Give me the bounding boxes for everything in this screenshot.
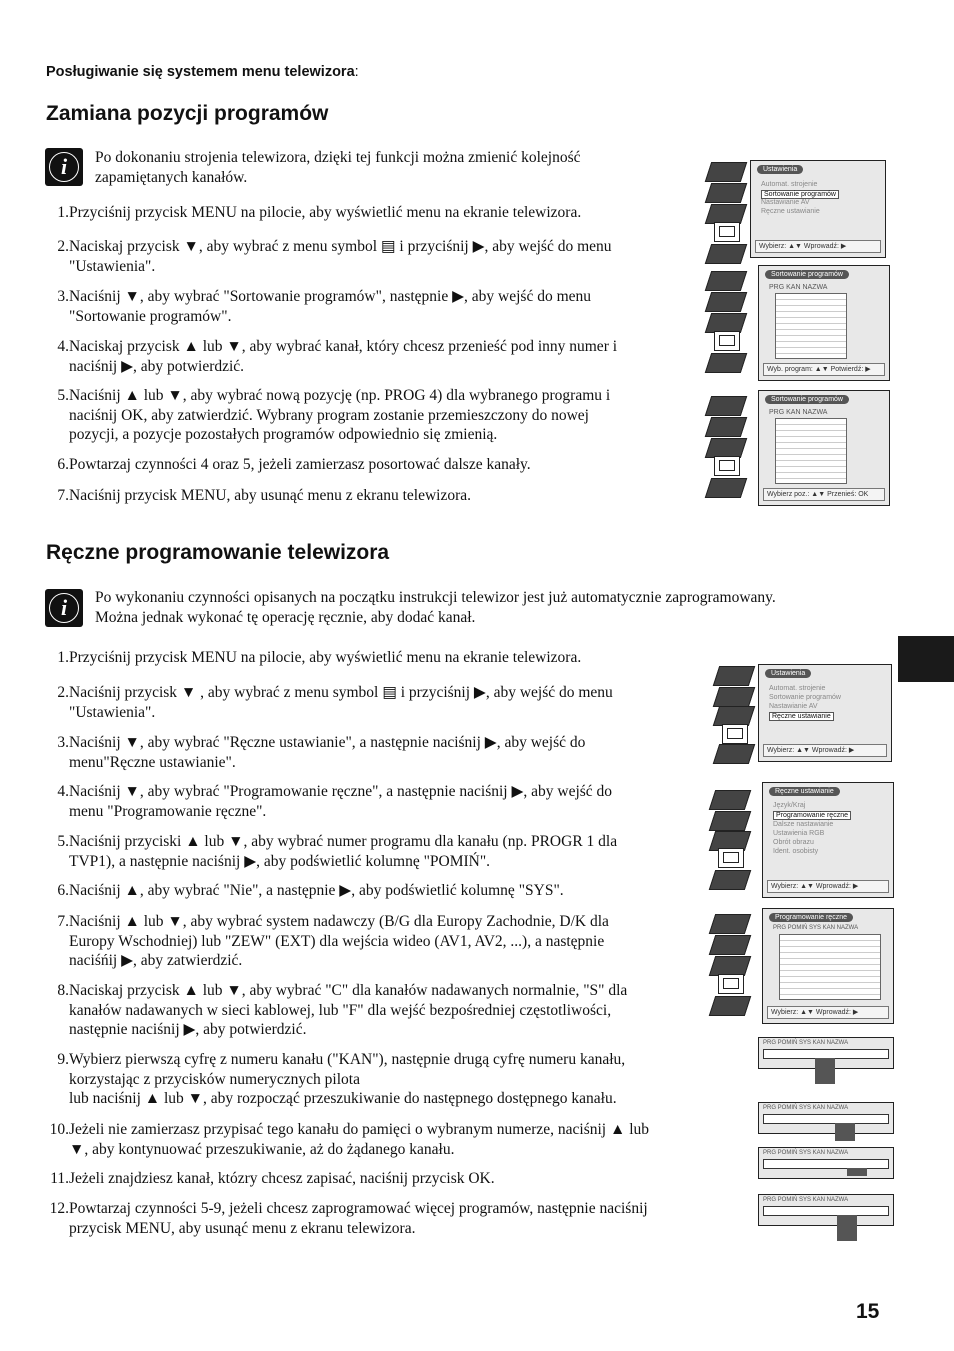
step-number: 6. <box>57 456 69 473</box>
step-number: 4. <box>57 338 69 355</box>
setup-icon <box>722 724 748 744</box>
tv-screen-settings <box>708 160 886 258</box>
step-number: 1. <box>57 649 69 666</box>
screen-footer: Wybierz: ▲▼ Wprowadź: ▶ <box>767 880 889 893</box>
setup-icon <box>714 456 740 476</box>
step-number: 3. <box>57 734 69 751</box>
step-text: przycisk MENU, aby usunąć menu z ekranu telewizora. <box>69 1219 416 1237</box>
step-text: ▼, aby kontynuować przeszukiwanie, aż do żądanego kanału. <box>69 1140 455 1158</box>
picture-icon <box>713 666 755 686</box>
step-text: Naciśnij ▼, aby wybrać "Ręczne ustawianie", a następnie naciśnij ▶, aby wejść do <box>69 734 586 751</box>
feature-icon <box>705 204 747 224</box>
sound-icon <box>705 183 747 203</box>
info-icon: i <box>45 589 83 627</box>
step-number: 12. <box>49 1200 69 1217</box>
section-label: Posługiwanie się systemem menu telewizora: <box>46 64 359 80</box>
menu-item: Język/Kraj <box>773 802 806 809</box>
section-title-manual: Ręczne programowanie telewizora <box>46 541 390 564</box>
step-text: Naciśnij przyciski ▲ lub ▼, aby wybrać numer programu dla kanału (np. PROGR 1 dla <box>69 833 618 850</box>
program-list <box>775 418 847 484</box>
step-number: 7. <box>57 913 69 930</box>
preset-icon <box>705 478 747 498</box>
sound-icon <box>705 292 747 312</box>
menu-item: Ręczne ustawianie <box>761 208 820 215</box>
page-number: 15 <box>856 1300 880 1323</box>
setup-icon <box>718 848 744 868</box>
picture-icon <box>709 914 751 934</box>
screen-title: Ręczne ustawianie <box>769 787 840 796</box>
step-text: Przyciśnij przycisk MENU na pilocie, aby wyświetlić menu na ekranie telewizora. <box>69 204 582 221</box>
step-text: "Ustawienia". <box>69 257 156 275</box>
language-tab <box>898 636 954 682</box>
menu-item: Sortowanie programów <box>761 190 839 199</box>
menu-item: Automat. strojenie <box>769 685 826 692</box>
step-text: Wybierz pierwszą cyfrę z numeru kanału ("KAN"), następnie drugą cyfrę numeru kanału, <box>69 1051 626 1068</box>
intro-sort: Po dokonaniu strojenia telewizora, dzięki tej funkcji można zmienić kolejność zapamiętanych kanałów. <box>95 149 581 186</box>
step-text: Naciśnij ▼, aby wybrać "Programowanie ręczne", a następnie naciśnij ▶, aby wejść do <box>69 783 613 800</box>
menu-item: Programowanie ręczne <box>773 811 851 820</box>
step-text: pozycji, a pozycje pozostałych programów odpowiednio się zmienią. <box>69 426 498 443</box>
column-headers: PRG KAN NAZWA <box>769 409 828 416</box>
step-text: lub naciśnij ▲ lub ▼, aby rozpocząć przeszukiwanie do następnego dostępnego kanału. <box>69 1090 617 1107</box>
grid-row <box>780 989 880 995</box>
step-number: 4. <box>57 783 69 800</box>
step-text: Europy Wschodniej) lub "ZEW" (EXT) dla wejścia wideo (AV1, AV2, ...), a następnie <box>69 932 605 950</box>
feature-icon <box>705 313 747 333</box>
menu-item: Nastawianie AV <box>769 703 818 710</box>
step-text: Naciskaj przycisk ▲ lub ▼, aby wybrać "C" dla kanałów nadawanych normalnie, "S" dla <box>69 982 628 999</box>
tv-screen-move <box>708 390 890 506</box>
prog-strip: PRG POMIŃ SYS KAN NAZWA <box>758 1037 894 1069</box>
grid-row <box>776 473 846 479</box>
step-text: kanałów nadawanych w sieci kablowej, lub "F" dla wejść bezpośredniej częstotliwości, <box>69 1001 612 1019</box>
picture-icon <box>709 790 751 810</box>
step-number: 2. <box>57 238 69 255</box>
picture-icon <box>705 271 747 291</box>
screen-title: Sortowanie programów <box>765 270 849 279</box>
step-text: naciśnij OK, aby zatwierdzić. Wybrany program zostanie przemieszczony do nowej <box>69 406 589 424</box>
menu-item: Ustawienia RGB <box>773 830 825 837</box>
screen-footer: Wyb. program: ▲▼ Potwierdź: ▶ <box>763 363 885 376</box>
screen-title: Ustawienia <box>757 165 803 174</box>
info-icon: i <box>45 148 83 186</box>
menu-item: Nastawianie AV <box>761 199 810 206</box>
step-text: Powtarzaj czynności 4 oraz 5, jeżeli zamierzasz posortować dalsze kanały. <box>69 456 531 473</box>
tv-screen-prog <box>712 908 894 1024</box>
preset-icon <box>709 996 751 1016</box>
step-text: naciśnij ▶, aby potwierdzić. <box>69 357 245 375</box>
tv-screen-settings-2 <box>716 664 892 762</box>
menu-item: Obrót obrazu <box>773 839 814 846</box>
picture-icon <box>705 396 747 416</box>
step-text: następnie naciśnij ▶, aby potwierdzić. <box>69 1021 307 1038</box>
step-number: 3. <box>57 288 69 305</box>
step-text: Przyciśnij przycisk MENU na pilocie, aby wyświetlić menu na ekranie telewizora. <box>69 649 582 666</box>
step-text: Naciskaj przycisk ▲ lub ▼, aby wybrać kanał, który chcesz przenieść pod inny numer i <box>69 338 618 355</box>
step-text: Naciskaj przycisk ▼, aby wybrać z menu symbol ▤ i przyciśnij ▶, aby wejść do menu <box>69 238 612 255</box>
sound-icon <box>709 935 751 955</box>
column-headers: PRG KAN NAZWA <box>769 284 828 291</box>
step-number: 5. <box>57 833 69 850</box>
step-text: korzystając z przycisków numerycznych pilota <box>69 1070 360 1088</box>
step-text: "Ustawienia". <box>69 703 156 721</box>
prog-strip: PRG POMIŃ SYS KAN NAZWA <box>758 1102 894 1134</box>
step-text: Jeżeli znajdziesz kanał, któzry chcesz zapisać, naciśnij przycisk OK. <box>69 1170 495 1187</box>
intro-manual: Po wykonaniu czynności opisanych na początku instrukcji telewizor jest już automatycznie zaprogramowany. Można jednak wykonać tę operację ręcznie, aby dodać kanał. <box>95 589 776 626</box>
feature-icon <box>709 956 751 976</box>
screen-title: Ustawienia <box>765 669 811 678</box>
grid-row <box>776 348 846 354</box>
sound-icon <box>709 811 751 831</box>
menu-item: Ręczne ustawianie <box>769 712 834 721</box>
step-text: Powtarzaj czynności 5-9, jeżeli chcesz zaprogramować więcej programów, następnie naciśnij <box>69 1200 648 1217</box>
step-text: "Sortowanie programów". <box>69 307 232 325</box>
tv-screen-sort <box>708 265 890 381</box>
step-text: menu"Ręczne ustawianie". <box>69 753 236 771</box>
menu-item: Dalsze nastawianie <box>773 821 834 828</box>
section-title-sort: Zamiana pozycji programów <box>46 102 329 125</box>
menu-item: Sortowanie programów <box>769 694 841 701</box>
step-number: 9. <box>57 1051 69 1068</box>
program-list <box>779 934 881 1000</box>
step-number: 2. <box>57 684 69 701</box>
step-number: 5. <box>57 387 69 404</box>
prog-strip: PRG POMIŃ SYS KAN NAZWA <box>758 1147 894 1179</box>
screen-title: Programowanie ręczne <box>769 913 853 922</box>
feature-icon <box>705 438 747 458</box>
screen-footer: Wybierz poz.: ▲▼ Przenieś: OK <box>763 488 885 501</box>
column-headers: PRG POMIŃ SYS KAN NAZWA <box>773 925 859 931</box>
step-text: Naciśnij ▲, aby wybrać "Nie", a następnie ▶, aby podświetlić kolumnę "SYS". <box>69 882 564 899</box>
step-text: Naciśnij ▲ lub ▼, aby wybrać system nadawczy (B/G dla Europy Zachodnie, D/K dla <box>69 913 609 930</box>
step-text: TVP1), a następnie naciśnij ▶, aby podświetlić kolumnę "POMIŃ". <box>69 852 491 870</box>
preset-icon <box>705 353 747 373</box>
step-text: Naciśnij przycisk ▼ , aby wybrać z menu symbol ▤ i przyciśnij ▶, aby wejść do menu <box>69 684 613 701</box>
step-text: Naciśnij przycisk MENU, aby usunąć menu z ekranu telewizora. <box>69 487 472 504</box>
step-number: 7. <box>57 487 69 504</box>
menu-item: Automat. strojenie <box>761 181 818 188</box>
step-text: Naciśnij ▲ lub ▼, aby wybrać nową pozycję (np. PROG 4) dla wybranego programu i <box>69 387 611 404</box>
preset-icon <box>709 870 751 890</box>
setup-icon <box>714 331 740 351</box>
preset-icon <box>713 744 755 764</box>
picture-icon <box>705 162 747 182</box>
prog-strip: PRG POMIŃ SYS KAN NAZWA <box>758 1194 894 1226</box>
screen-footer: Wybierz: ▲▼ Wprowadź: ▶ <box>767 1006 889 1019</box>
setup-icon <box>714 222 740 242</box>
step-number: 6. <box>57 882 69 899</box>
program-list <box>775 293 847 359</box>
tv-screen-manual <box>712 782 894 898</box>
screen-footer: Wybierz: ▲▼ Wprowadź: ▶ <box>755 240 881 253</box>
step-number: 11. <box>50 1170 69 1187</box>
step-number: 1. <box>57 204 69 221</box>
feature-icon <box>713 706 755 726</box>
menu-item: Ident. osobisty <box>773 848 819 855</box>
screen-title: Sortowanie programów <box>765 395 849 404</box>
step-text: Jeżeli nie zamierzasz przypisać tego kanału do pamięci o wybranym numerze, naciśnij ▲ lub <box>69 1121 650 1138</box>
preset-icon <box>705 244 747 264</box>
step-text: naciśńij ▶, aby zatwierdzić. <box>69 952 243 969</box>
step-number: 8. <box>57 982 69 999</box>
sound-icon <box>705 417 747 437</box>
step-text: menu "Programowanie ręczne". <box>69 802 267 820</box>
sound-icon <box>713 687 755 707</box>
setup-icon <box>718 974 744 994</box>
screen-footer: Wybierz: ▲▼ Wprowadź: ▶ <box>763 744 887 757</box>
step-number: 10. <box>49 1121 69 1138</box>
step-text: Naciśnij ▼, aby wybrać "Sortowanie programów", następnie ▶, aby wejść do menu <box>69 288 592 305</box>
